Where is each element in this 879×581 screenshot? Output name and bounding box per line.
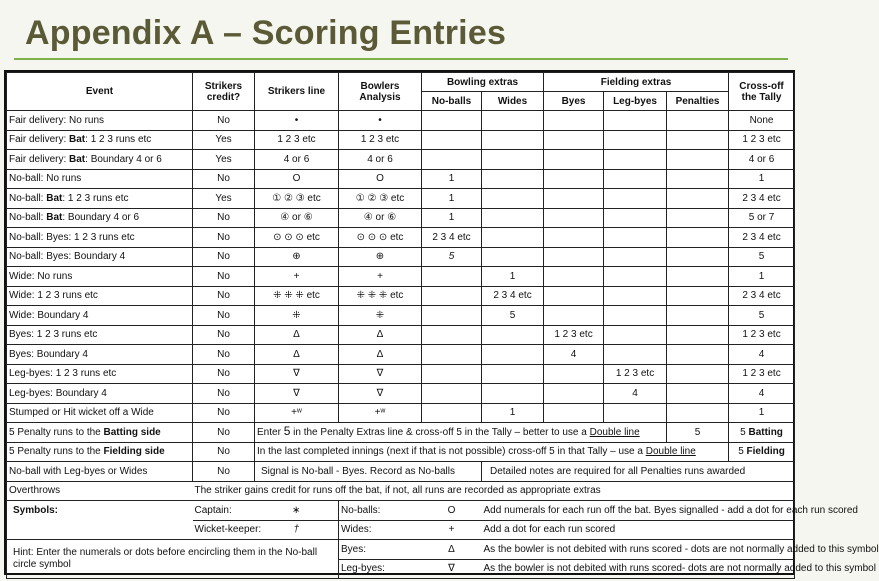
strikers-cell: ⁜ ⁜ ⁜ etc (255, 286, 339, 306)
penalties-cell (667, 345, 729, 365)
overthrows-note: The striker gains credit for runs off the bat, if not, all runs are recorded as appropriate extras (193, 481, 795, 501)
bowlers-cell: • (339, 111, 422, 131)
table-row (7, 130, 795, 150)
credit-cell: No (193, 442, 255, 462)
bowlers-cell: ⊕ (339, 247, 422, 267)
credit-cell: No (193, 423, 255, 443)
legend-desc: Add a dot for each run scored (482, 520, 795, 540)
byes-cell: 1 2 3 etc (544, 325, 604, 345)
symbols-row (7, 540, 795, 560)
penalties-cell (667, 169, 729, 189)
bowlers-cell: 4 or 6 (339, 150, 422, 170)
credit-cell: No (193, 364, 255, 384)
noballs-cell: 1 (422, 208, 482, 228)
header-wides: Wides (482, 92, 544, 111)
legbyes-cell (604, 111, 667, 131)
byes-cell (544, 111, 604, 131)
event-cell: No-ball: No runs (7, 169, 193, 189)
tally-cell: 1 (729, 169, 795, 189)
penalties-cell (667, 325, 729, 345)
penalties-cell (667, 130, 729, 150)
legbyes-cell (604, 325, 667, 345)
noball-legbyes-note: Signal is No-ball - Byes. Record as No-balls (255, 462, 482, 482)
legend-desc: Add numerals for each run off the bat. Byes signalled - add a dot for each run scored (482, 501, 795, 521)
credit-cell: No (193, 208, 255, 228)
hint-note: Hint: Enter the numerals or dots before encircling them in the No-ball circle symbol (7, 540, 339, 579)
penalties-cell (667, 111, 729, 131)
noballs-cell (422, 384, 482, 404)
header-bowling-extras: Bowling extras (422, 73, 544, 92)
legend-name: No-balls: (339, 501, 422, 521)
penalty-batting-note: Enter 5 in the Penalty Extras line & cross-off 5 in the Tally – better to use a Double line (255, 423, 667, 443)
table-row (7, 247, 795, 267)
bowlers-cell: O (339, 169, 422, 189)
wides-cell (482, 130, 544, 150)
noballs-cell (422, 364, 482, 384)
event-cell: Stumped or Hit wicket off a Wide (7, 403, 193, 423)
byes-cell: 4 (544, 345, 604, 365)
strikers-cell: ① ② ③ etc (255, 189, 339, 209)
credit-cell: No (193, 286, 255, 306)
penalties-cell (667, 247, 729, 267)
tally-cell: 1 2 3 etc (729, 325, 795, 345)
table-row (7, 345, 795, 365)
legbyes-cell: 4 (604, 384, 667, 404)
header-no-balls: No-balls (422, 92, 482, 111)
strikers-cell: ⊕ (255, 247, 339, 267)
bowlers-cell: 1 2 3 etc (339, 130, 422, 150)
strikers-cell: 1 2 3 etc (255, 130, 339, 150)
wides-cell (482, 364, 544, 384)
wides-cell (482, 325, 544, 345)
table-row (7, 364, 795, 384)
credit-cell: No (193, 267, 255, 287)
event-cell: No-ball: Bat: 1 2 3 runs etc (7, 189, 193, 209)
wides-cell: 5 (482, 306, 544, 326)
legbyes-cell (604, 345, 667, 365)
wides-cell: 2 3 4 etc (482, 286, 544, 306)
byes-cell (544, 384, 604, 404)
penalties-cell (667, 306, 729, 326)
event-cell: Byes: Boundary 4 (7, 345, 193, 365)
wides-cell (482, 384, 544, 404)
event-cell: Wide: Boundary 4 (7, 306, 193, 326)
penalties-cell (667, 384, 729, 404)
credit-cell: Yes (193, 150, 255, 170)
bowlers-cell: ∇ (339, 364, 422, 384)
tally-cell: 1 2 3 etc (729, 130, 795, 150)
event-cell: Wide: No runs (7, 267, 193, 287)
header-fielding-extras: Fielding extras (544, 73, 729, 92)
strikers-cell: ④ or ⑥ (255, 208, 339, 228)
wides-cell (482, 247, 544, 267)
strikers-cell: O (255, 169, 339, 189)
noballs-cell (422, 325, 482, 345)
event-cell: Wide: 1 2 3 runs etc (7, 286, 193, 306)
strikers-cell: 4 or 6 (255, 150, 339, 170)
penalties-detail-note: Detailed notes are required for all Penalties runs awarded (482, 462, 795, 482)
event-cell: 5 Penalty runs to the Fielding side (7, 442, 193, 462)
header-penalties: Penalties (667, 92, 729, 111)
bowlers-cell: Δ (339, 345, 422, 365)
credit-cell: Yes (193, 189, 255, 209)
keeper-label: Wicket-keeper: (193, 520, 255, 540)
wides-cell (482, 169, 544, 189)
tally-cell: 1 (729, 267, 795, 287)
credit-cell: No (193, 462, 255, 482)
bowlers-cell: ∇ (339, 384, 422, 404)
byes-cell (544, 306, 604, 326)
strikers-cell: +ʷ (255, 403, 339, 423)
event-cell: No-ball: Bat: Boundary 4 or 6 (7, 208, 193, 228)
legend-desc: As the bowler is not debited with runs scored - dots are not normally added to this symbol (482, 540, 795, 560)
penalties-cell (667, 286, 729, 306)
table-row (7, 111, 795, 131)
table-row (7, 189, 795, 209)
byes-cell (544, 208, 604, 228)
noballs-cell: 1 (422, 189, 482, 209)
noballs-cell (422, 306, 482, 326)
header-bowlers-analysis: Bowlers Analysis (339, 73, 422, 111)
credit-cell: No (193, 228, 255, 248)
table-row (7, 286, 795, 306)
table-row (7, 306, 795, 326)
noballs-cell (422, 267, 482, 287)
table-row (7, 384, 795, 404)
credit-cell: No (193, 325, 255, 345)
keeper-symbol: † (255, 520, 339, 540)
table-row (7, 267, 795, 287)
penalties-cell (667, 189, 729, 209)
header-event: Event (7, 73, 193, 111)
event-cell: No-ball with Leg-byes or Wides (7, 462, 193, 482)
legbyes-cell (604, 130, 667, 150)
wides-cell (482, 345, 544, 365)
table-row-penalty-batting (7, 423, 795, 443)
bowlers-cell: Δ (339, 325, 422, 345)
credit-cell: No (193, 384, 255, 404)
wides-cell (482, 111, 544, 131)
noballs-cell: 2 3 4 etc (422, 228, 482, 248)
header-strikers-credit: Strikers credit? (193, 73, 255, 111)
credit-cell: No (193, 345, 255, 365)
legend-symbol: Δ (422, 540, 482, 560)
credit-cell: No (193, 169, 255, 189)
legbyes-cell (604, 169, 667, 189)
tally-cell: 4 (729, 384, 795, 404)
byes-cell (544, 364, 604, 384)
penalty-fielding-note: In the last completed innings (next if that is not possible) cross-off 5 in that Tally – use a Double line (255, 442, 729, 462)
penalties-cell (667, 208, 729, 228)
header-cross-off: Cross-off the Tally (729, 73, 795, 111)
byes-cell (544, 286, 604, 306)
captain-label: Captain: (193, 501, 255, 521)
strikers-cell: • (255, 111, 339, 131)
symbols-label: Symbols: (7, 501, 193, 521)
strikers-cell: ∇ (255, 384, 339, 404)
penalties-cell (667, 364, 729, 384)
event-cell: No-ball: Byes: 1 2 3 runs etc (7, 228, 193, 248)
tally-cell: 5 Fielding (729, 442, 795, 462)
byes-cell (544, 130, 604, 150)
bowlers-cell: + (339, 267, 422, 287)
legend-symbol: ∇ (422, 559, 482, 579)
event-cell: Leg-byes: 1 2 3 runs etc (7, 364, 193, 384)
wides-cell (482, 189, 544, 209)
wides-cell (482, 228, 544, 248)
tally-cell: 2 3 4 etc (729, 228, 795, 248)
legend-symbol: + (422, 520, 482, 540)
symbols-row (7, 501, 795, 521)
credit-cell: No (193, 111, 255, 131)
header-byes: Byes (544, 92, 604, 111)
tally-cell: 2 3 4 etc (729, 286, 795, 306)
legend-name: Wides: (339, 520, 422, 540)
bowlers-cell: ⁜ ⁜ ⁜ etc (339, 286, 422, 306)
bowlers-cell: +ʷ (339, 403, 422, 423)
strikers-cell: ⁜ (255, 306, 339, 326)
legbyes-cell (604, 286, 667, 306)
bowlers-cell: ⊙ ⊙ ⊙ etc (339, 228, 422, 248)
table-row (7, 150, 795, 170)
header-strikers-line: Strikers line (255, 73, 339, 111)
page-title: Appendix A – Scoring Entries (25, 14, 507, 52)
event-cell: Fair delivery: Bat: Boundary 4 or 6 (7, 150, 193, 170)
wides-cell (482, 150, 544, 170)
table-row (7, 228, 795, 248)
symbols-spacer (7, 520, 193, 540)
penalties-cell (667, 267, 729, 287)
tally-cell: 4 or 6 (729, 150, 795, 170)
legend-name: Byes: (339, 540, 422, 560)
tally-cell: 5 Batting (729, 423, 795, 443)
credit-cell: No (193, 247, 255, 267)
noballs-cell (422, 403, 482, 423)
wides-cell: 1 (482, 403, 544, 423)
credit-cell: No (193, 306, 255, 326)
event-cell: 5 Penalty runs to the Batting side (7, 423, 193, 443)
byes-cell (544, 228, 604, 248)
byes-cell (544, 403, 604, 423)
strikers-cell: Δ (255, 325, 339, 345)
tally-cell: 4 (729, 345, 795, 365)
event-cell: No-ball: Byes: Boundary 4 (7, 247, 193, 267)
event-cell: Byes: 1 2 3 runs etc (7, 325, 193, 345)
penalties-cell: 5 (667, 423, 729, 443)
table-row-penalty-fielding (7, 442, 795, 462)
legbyes-cell (604, 247, 667, 267)
noballs-cell (422, 345, 482, 365)
bowlers-cell: ① ② ③ etc (339, 189, 422, 209)
table-row (7, 169, 795, 189)
tally-cell: 1 (729, 403, 795, 423)
byes-cell (544, 267, 604, 287)
tally-cell: 5 (729, 306, 795, 326)
penalties-cell (667, 150, 729, 170)
wides-cell (482, 208, 544, 228)
event-cell: Overthrows (7, 481, 193, 501)
strikers-cell: + (255, 267, 339, 287)
bowlers-cell: ⁜ (339, 306, 422, 326)
tally-cell: None (729, 111, 795, 131)
table-row (7, 325, 795, 345)
wides-cell: 1 (482, 267, 544, 287)
legbyes-cell (604, 150, 667, 170)
legbyes-cell (604, 403, 667, 423)
byes-cell (544, 169, 604, 189)
noballs-cell (422, 111, 482, 131)
byes-cell (544, 189, 604, 209)
strikers-cell: Δ (255, 345, 339, 365)
captain-symbol: ∗ (255, 501, 339, 521)
event-cell: Fair delivery: Bat: 1 2 3 runs etc (7, 130, 193, 150)
tally-cell: 5 or 7 (729, 208, 795, 228)
noballs-cell (422, 130, 482, 150)
noballs-cell (422, 150, 482, 170)
tally-cell: 5 (729, 247, 795, 267)
bowlers-cell: ④ or ⑥ (339, 208, 422, 228)
scoring-table (6, 72, 879, 579)
noballs-cell: 5 (422, 247, 482, 267)
legbyes-cell (604, 267, 667, 287)
header-leg-byes: Leg-byes (604, 92, 667, 111)
title-underline (14, 58, 788, 60)
legbyes-cell (604, 228, 667, 248)
legbyes-cell: 1 2 3 etc (604, 364, 667, 384)
legend-symbol: O (422, 501, 482, 521)
penalties-cell (667, 403, 729, 423)
strikers-cell: ⊙ ⊙ ⊙ etc (255, 228, 339, 248)
legend-desc: As the bowler is not debited with runs scored- dots are not normally added to this symbol (482, 559, 795, 579)
table-row (7, 403, 795, 423)
penalties-cell (667, 228, 729, 248)
table-row-overthrows (7, 481, 795, 501)
strikers-cell: ∇ (255, 364, 339, 384)
table-row (7, 208, 795, 228)
credit-cell: No (193, 403, 255, 423)
symbols-row (7, 520, 795, 540)
legbyes-cell (604, 208, 667, 228)
credit-cell: Yes (193, 130, 255, 150)
tally-cell: 2 3 4 etc (729, 189, 795, 209)
legbyes-cell (604, 189, 667, 209)
event-cell: Fair delivery: No runs (7, 111, 193, 131)
byes-cell (544, 247, 604, 267)
noballs-cell (422, 286, 482, 306)
byes-cell (544, 150, 604, 170)
legend-name: Leg-byes: (339, 559, 422, 579)
legbyes-cell (604, 306, 667, 326)
table-row-noball-legbyes (7, 462, 795, 482)
noballs-cell: 1 (422, 169, 482, 189)
tally-cell: 1 2 3 etc (729, 364, 795, 384)
event-cell: Leg-byes: Boundary 4 (7, 384, 193, 404)
